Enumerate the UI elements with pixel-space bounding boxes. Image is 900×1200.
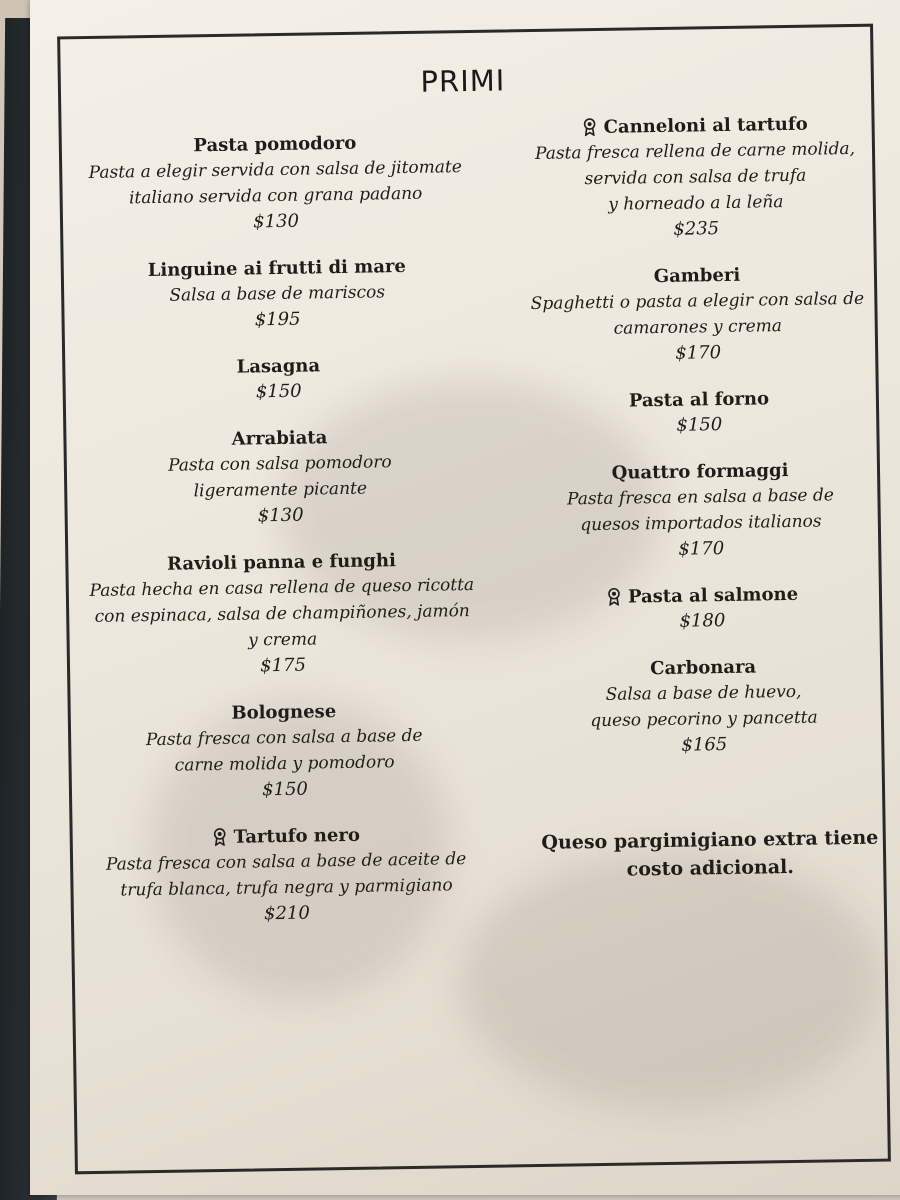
- menu-item-description: italiano servida con grana padano: [128, 183, 423, 209]
- menu-item: [500, 457, 900, 565]
- menu-item: [75, 130, 477, 238]
- menu-item-description: Pasta a elegir servida con salsa de jitomate: [88, 157, 462, 183]
- menu-section-title: PRIMI: [420, 63, 506, 99]
- menu-item-name-text: Pasta pomodoro: [193, 132, 357, 157]
- menu-item-description: trufa blanca, trufa negra y parmigiano: [120, 875, 453, 901]
- menu-item-description: Pasta fresca rellena de carne molida,: [534, 138, 856, 164]
- menu-item-name-text: Gamberi: [653, 264, 741, 288]
- note-line: costo adicional.: [626, 855, 795, 881]
- menu-item: [503, 653, 900, 761]
- menu-item-description: Pasta hecha en casa rellena de queso ricotta: [89, 574, 475, 601]
- menu-item-description: Pasta con salsa pomodoro: [167, 452, 392, 476]
- menu-item-price: $175: [259, 654, 307, 677]
- menu-item-name-text: Ravioli panna e funghi: [166, 550, 396, 575]
- menu-item-description: camarones y crema: [613, 316, 783, 339]
- menu-item-name-text: Carbonara: [650, 656, 757, 680]
- menu-item-price: $170: [675, 342, 722, 364]
- menu-column-right: [494, 111, 900, 783]
- menu-item: [499, 385, 900, 441]
- menu-item-description: Spaghetti o pasta a elegir con salsa de: [530, 288, 865, 315]
- menu-item: [84, 698, 486, 806]
- menu-item-name-text: Bolognese: [231, 701, 337, 724]
- menu-item-price: $180: [679, 610, 726, 632]
- menu-item-description: y crema: [248, 629, 318, 651]
- menu-item: [86, 822, 488, 930]
- menu-item-name-text: Pasta al salmone: [627, 583, 799, 608]
- menu-item-description: Salsa a base de huevo,: [605, 681, 802, 705]
- menu-item: [77, 254, 478, 336]
- menu-item-description: con espinaca, salsa de champiñones, jamón: [94, 601, 470, 627]
- menu-column-left: [75, 130, 488, 952]
- menu-item: [79, 424, 481, 532]
- extra-cheese-note: [530, 823, 891, 885]
- note-line: Queso pargimigiano extra tiene: [541, 826, 879, 854]
- menu-item-name-text: Pasta al forno: [628, 388, 770, 412]
- menu-item-description: y horneado a la leña: [608, 192, 784, 215]
- menu-item-description: Pasta fresca en salsa a base de: [566, 485, 835, 510]
- menu-item-name-text: Quattro formaggi: [611, 459, 789, 484]
- menu-item-price: $165: [681, 733, 728, 756]
- menu-item: [78, 352, 479, 408]
- menu-item-price: $150: [676, 414, 723, 436]
- menu-item-price: $235: [673, 218, 720, 240]
- menu-item-name-text: Linguine ai frutti di mare: [147, 255, 406, 282]
- menu-item-description: Pasta fresca con salsa a base de aceite de: [105, 849, 467, 875]
- award-ribbon-icon: [211, 828, 227, 846]
- menu-item-price: $150: [255, 380, 302, 403]
- menu-item-price: $150: [261, 778, 309, 801]
- menu-item-description: Salsa a base de mariscos: [169, 282, 386, 306]
- menu-item: [494, 111, 896, 245]
- menu-item: [502, 581, 900, 637]
- menu-item-description: quesos importados italianos: [580, 511, 822, 536]
- menu-item-description: carne molida y pomodoro: [174, 752, 395, 776]
- menu-item-description: queso pecorino y pancetta: [590, 707, 818, 732]
- award-ribbon-icon: [581, 118, 597, 136]
- menu-item-price: $170: [678, 538, 725, 560]
- menu-content: [57, 24, 885, 1169]
- menu-item-name-text: Lasagna: [236, 355, 321, 378]
- menu-item-description: Pasta fresca con salsa a base de: [145, 725, 423, 751]
- menu-item-name-text: Canneloni al tartufo: [603, 113, 808, 138]
- menu-item-description: ligeramente picante: [193, 478, 368, 502]
- menu-item-name-text: Arrabiata: [231, 427, 328, 450]
- award-ribbon-icon: [606, 588, 622, 606]
- menu-item-description: servida con salsa de trufa: [584, 165, 807, 190]
- menu-item-price: $210: [263, 902, 311, 925]
- menu-item-price: $195: [254, 308, 301, 331]
- menu-item-price: $130: [253, 210, 300, 233]
- menu-item: [81, 548, 483, 682]
- menu-item-name-text: Tartufo nero: [233, 824, 361, 848]
- menu-item-price: $130: [257, 504, 304, 527]
- menu-item: [497, 261, 899, 369]
